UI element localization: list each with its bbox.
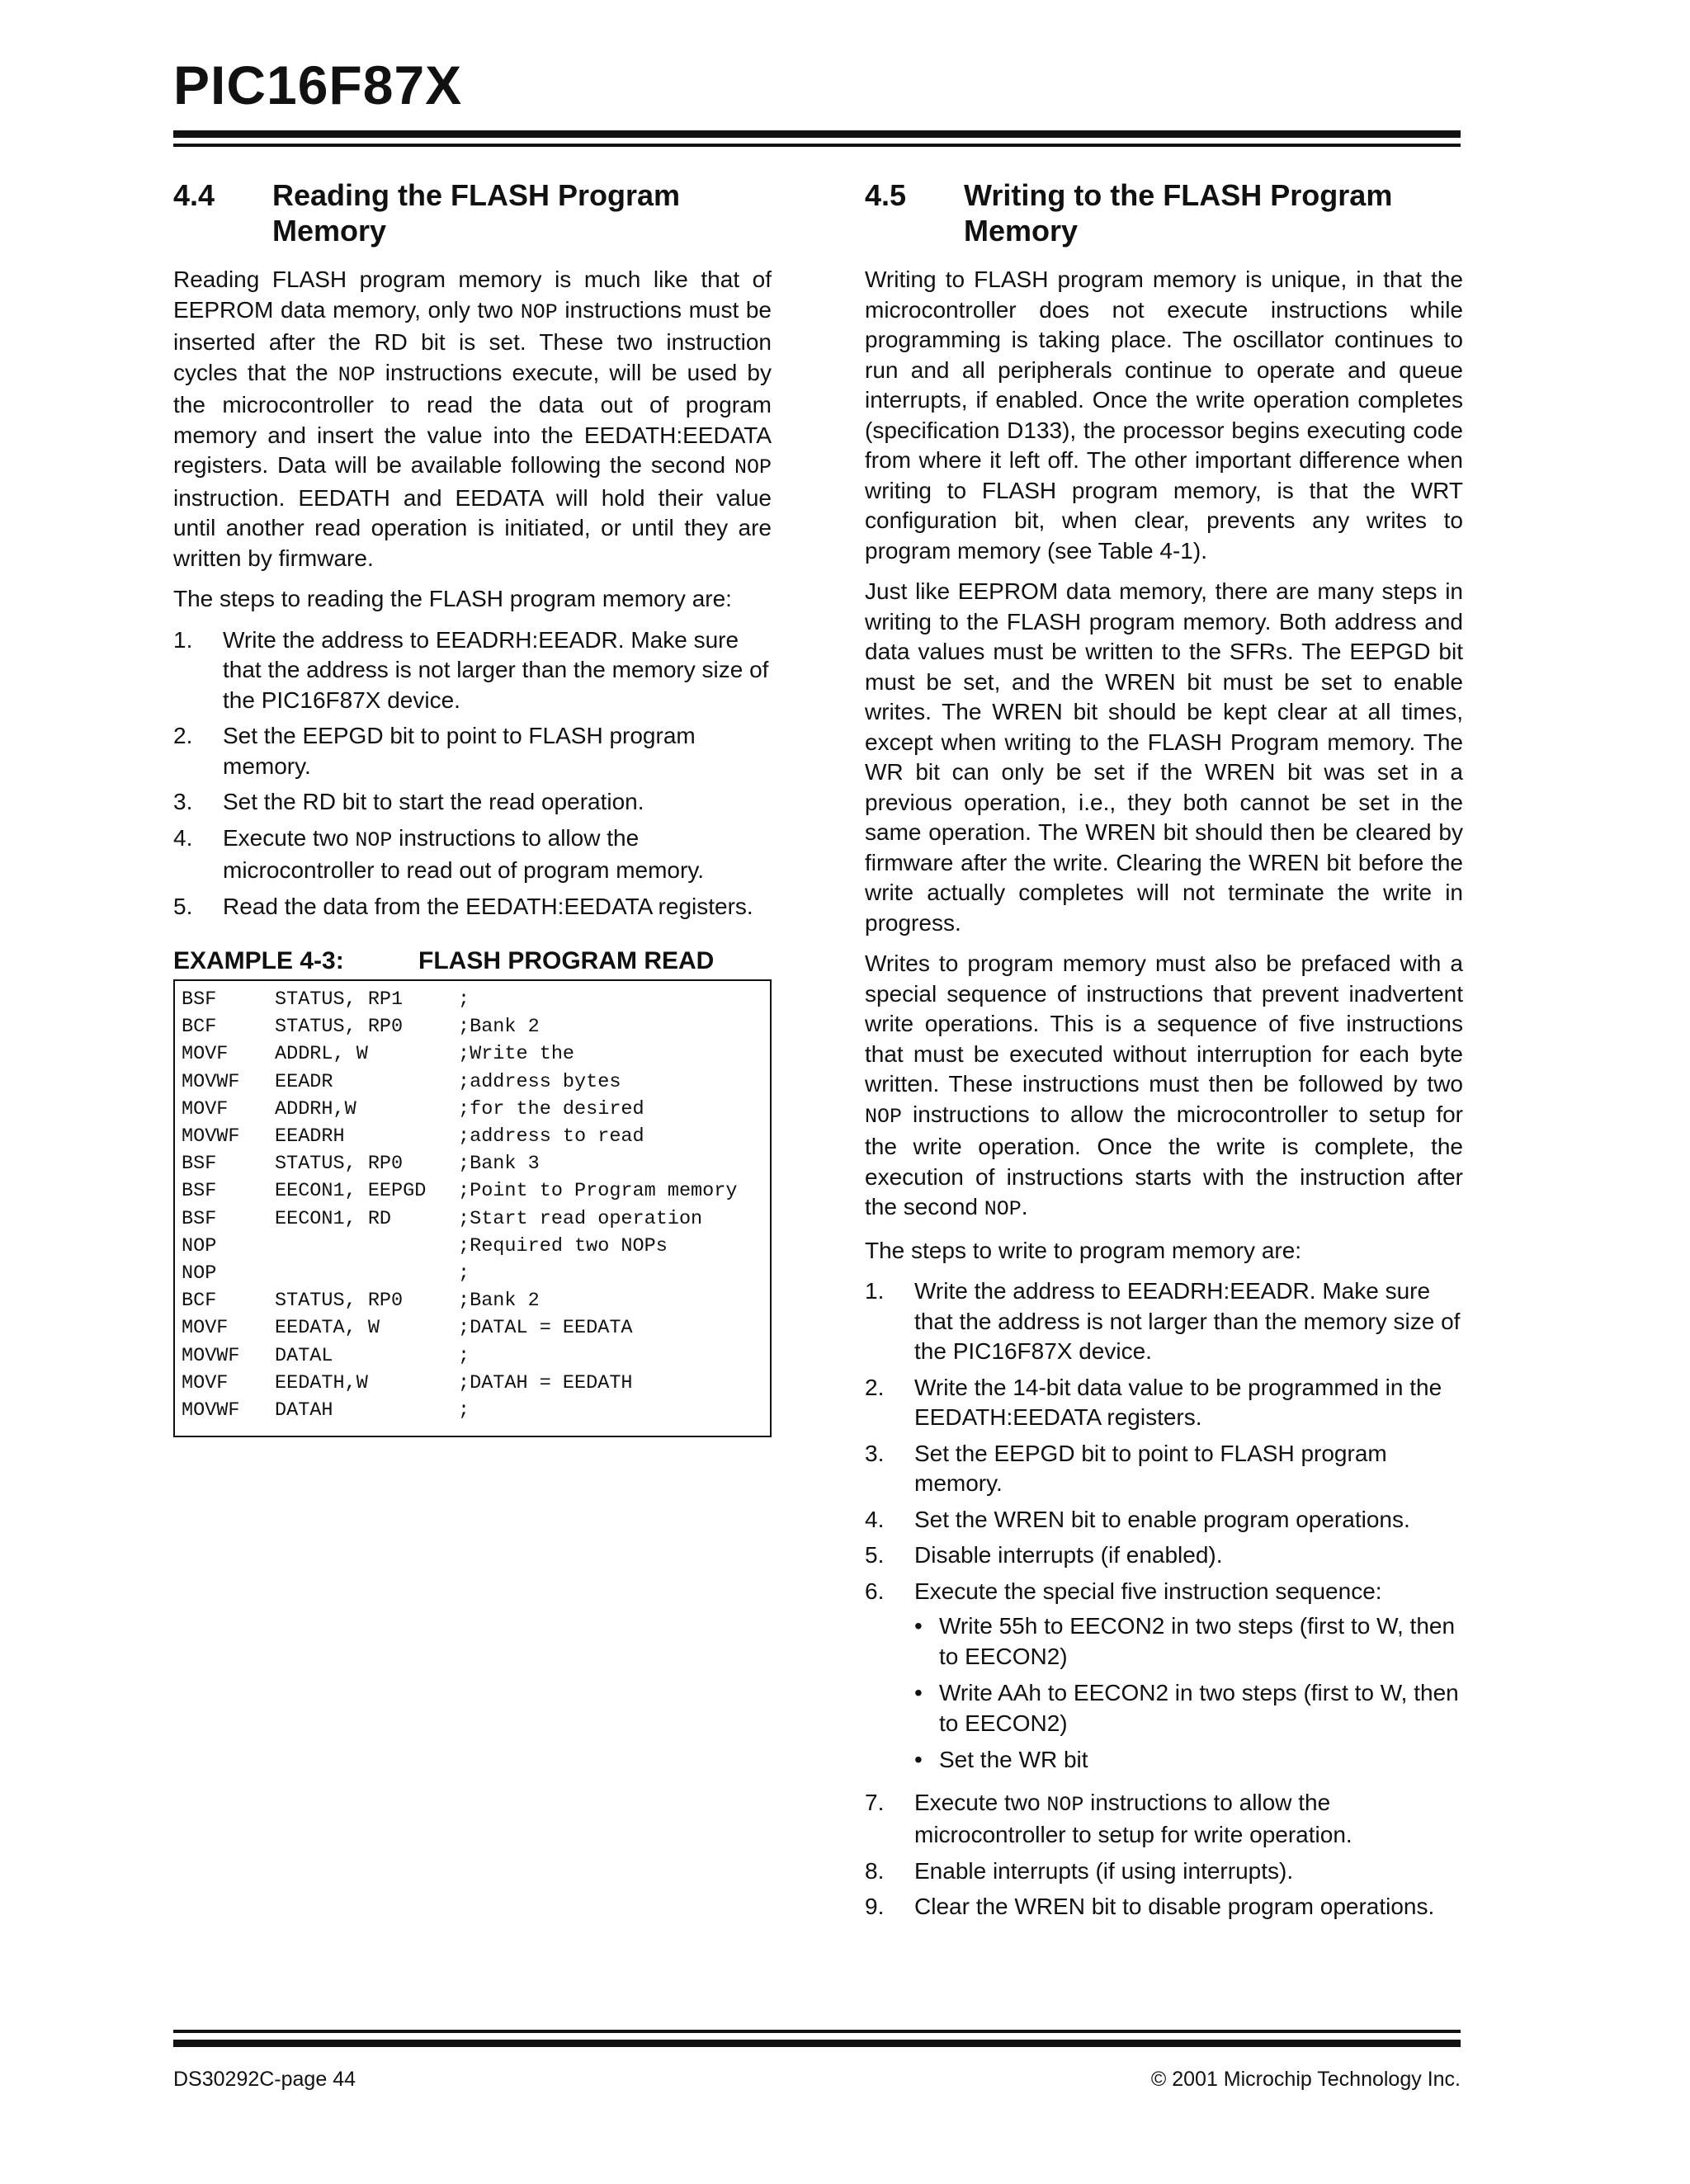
comment: ; <box>458 1399 470 1422</box>
writing-steps-intro: The steps to write to program memory are: <box>865 1237 1302 1263</box>
opcode: MOVWF <box>182 1070 240 1093</box>
bullet-text: Write 55h to EECON2 in two steps (first to W, then to EECON2) <box>939 1613 1456 1669</box>
opcode: MOVF <box>182 1043 229 1066</box>
list-item <box>865 1856 1463 1887</box>
list-item <box>865 1439 1463 1499</box>
operand: STATUS, RP0 <box>275 1290 404 1313</box>
document-title: PIC16F87X <box>173 54 463 116</box>
text-run: Execute two <box>223 824 356 851</box>
code-line <box>175 1096 770 1123</box>
list-item <box>173 721 772 781</box>
step-number: 4. <box>173 824 193 851</box>
comment: ;Bank 2 <box>458 1290 540 1313</box>
text-run: instruction. EEDATH and EEDATA will hold their value until another read operation is initiated, or until they are written by firmware. <box>173 484 772 571</box>
opcode: BSF <box>182 1207 217 1230</box>
opcode: BSF <box>182 1153 217 1176</box>
operand: EEDATH,W <box>275 1371 368 1394</box>
list-item <box>173 892 772 922</box>
comment: ;Write the <box>458 1043 575 1066</box>
opcode: BSF <box>182 1180 217 1203</box>
bullet-item <box>914 1678 1463 1738</box>
right-column <box>865 177 1463 1933</box>
operand: ADDRH,W <box>275 1097 356 1120</box>
header-rule-thick <box>173 130 1461 138</box>
list-item <box>865 1276 1463 1367</box>
code-line <box>175 1233 770 1260</box>
operand <box>275 1260 458 1287</box>
operand: STATUS, RP1 <box>275 988 404 1011</box>
text-run: instructions execute, will be used by the microcontroller to read the data out of program memory and insert the value into the EEDATH:EEDATA registers. Data will be available following the second <box>173 359 772 478</box>
list-item <box>173 625 772 716</box>
step-number: 1. <box>865 1278 885 1304</box>
code-line <box>175 1314 770 1342</box>
code-run: NOP <box>355 828 393 852</box>
text-run: Execute two <box>914 1789 1047 1815</box>
code-line <box>175 1397 770 1424</box>
step-number: 9. <box>865 1894 885 1919</box>
step-text: Set the EEPGD bit to point to FLASH program memory. <box>223 723 696 779</box>
text-run: instructions to allow the microcontroller to setup for the write operation. Once the write is complete, the execution of instructions starts with the instruction after the second <box>865 1101 1463 1219</box>
step-number: 4. <box>865 1506 885 1532</box>
operand: EEADRH <box>275 1125 345 1149</box>
text-run: . <box>1021 1194 1028 1219</box>
step-number: 5. <box>173 893 193 919</box>
step-number: 2. <box>173 723 193 748</box>
text-run: instructions to allow the microcontroller to setup for write operation. <box>914 1789 1352 1847</box>
step-number: 6. <box>865 1578 885 1604</box>
code-run: NOP <box>734 455 772 479</box>
step-text: Set the EEPGD bit to point to FLASH program memory. <box>914 1440 1387 1496</box>
code-line <box>175 986 770 1013</box>
comment: ; <box>458 1344 470 1367</box>
comment: ;Start read operation <box>458 1207 703 1230</box>
step-text <box>914 1788 1463 1851</box>
step-text <box>223 823 772 886</box>
list-item <box>865 1577 1463 1782</box>
section-title: Reading the FLASH Program Memory <box>272 178 681 248</box>
step-text: Write the address to EEADRH:EEADR. Make sure that the address is not larger than the memory size of the PIC16F87X device. <box>223 626 769 713</box>
code-line <box>175 1040 770 1068</box>
writing-steps-list <box>865 1276 1463 1922</box>
bullet-item <box>914 1611 1463 1672</box>
comment: ;Bank 2 <box>458 1016 540 1039</box>
step-text <box>914 1577 1463 1782</box>
comment: ;address to read <box>458 1125 644 1149</box>
opcode: BCF <box>182 1016 217 1039</box>
step-text: Write the address to EEADRH:EEADR. Make sure that the address is not larger than the memory size of the PIC16F87X device. <box>914 1278 1461 1364</box>
operand <box>275 1233 458 1260</box>
section-heading-4-4 <box>173 177 772 248</box>
operand: EEADR <box>275 1070 333 1093</box>
operand: EECON1, EEPGD <box>275 1180 427 1203</box>
comment: ;Required two NOPs <box>458 1234 668 1257</box>
step-number: 5. <box>865 1542 885 1568</box>
example-heading <box>173 946 772 976</box>
copyright-notice: © 2001 Microchip Technology Inc. <box>1150 2068 1461 2091</box>
step-text: Set the WREN bit to enable program operations. <box>914 1506 1410 1532</box>
comment: ;for the desired <box>458 1097 644 1120</box>
section-number: 4.4 <box>173 178 215 212</box>
reading-steps-intro: The steps to reading the FLASH program memory are: <box>173 586 732 611</box>
list-item <box>865 1373 1463 1433</box>
opcode: MOVWF <box>182 1399 240 1422</box>
operand: DATAH <box>275 1399 333 1422</box>
list-item <box>865 1505 1463 1535</box>
comment: ;DATAL = EEDATA <box>458 1317 633 1340</box>
step-text: Enable interrupts (if using interrupts). <box>914 1857 1294 1884</box>
opcode: MOVWF <box>182 1125 240 1149</box>
bullet-marker: • <box>914 1680 923 1705</box>
list-item <box>865 1788 1463 1851</box>
page-number: DS30292C-page 44 <box>173 2068 356 2091</box>
comment: ;Bank 3 <box>458 1153 540 1176</box>
list-item <box>865 1892 1463 1922</box>
header-rule-thin <box>173 144 1461 147</box>
code-line <box>175 1370 770 1397</box>
operand: STATUS, RP0 <box>275 1016 404 1039</box>
operand: EECON1, RD <box>275 1207 392 1230</box>
example-title: FLASH PROGRAM READ <box>418 947 715 974</box>
code-run: NOP <box>865 1104 903 1129</box>
operand: EEDATA, W <box>275 1317 380 1340</box>
reading-steps-list <box>173 625 772 922</box>
code-line <box>175 1287 770 1314</box>
opcode: BCF <box>182 1290 217 1313</box>
code-line <box>175 1260 770 1287</box>
text-run: Writes to program memory must also be prefaced with a special sequence of instructions that prevent inadvertent write operations. This is a sequence of five instructions that must be executed without interruption for each byte written. These instructions must then be followed by two <box>865 950 1463 1097</box>
operand: ADDRL, W <box>275 1043 368 1066</box>
code-line <box>175 1013 770 1040</box>
opcode: MOVF <box>182 1317 229 1340</box>
comment: ; <box>458 988 470 1011</box>
comment: ; <box>458 1262 470 1285</box>
list-item <box>173 823 772 886</box>
step-number: 3. <box>865 1440 885 1466</box>
step-number: 1. <box>173 626 193 653</box>
text-run: Reading FLASH program memory is much like that of EEPROM data memory, only two <box>173 267 772 323</box>
writing-paragraph-1: Writing to FLASH program memory is unique, in that the microcontroller does not execute instructions while programming is taking place. The oscillator continues to run and all peripherals continue to operate and queue interrupts, if enabled. Once the write operation completes (specification D133), the processor begins executing code from where it left off. The other important difference when writing to FLASH program memory, is that the WRT configuration bit, when clear, prevents any writes to program memory (see Table 4-1). <box>865 267 1463 564</box>
bullet-text: Set the WR bit <box>939 1747 1088 1772</box>
code-line <box>175 1177 770 1205</box>
code-run: NOP <box>1046 1792 1084 1817</box>
step-number: 3. <box>173 789 193 814</box>
reading-intro-paragraph <box>173 265 772 573</box>
opcode: NOP <box>182 1262 217 1285</box>
step-text: Clear the WREN bit to disable program operations. <box>914 1894 1435 1919</box>
step-number: 7. <box>865 1789 885 1815</box>
opcode: MOVF <box>182 1371 229 1394</box>
code-run: NOP <box>338 362 375 387</box>
text-run: instructions must be inserted after the RD bit is set. These two instruction cycles that the <box>173 296 772 385</box>
left-column <box>173 177 772 1437</box>
section-number: 4.5 <box>865 178 907 212</box>
list-item <box>865 1540 1463 1571</box>
text-run: instructions to allow the microcontroller to read out of program memory. <box>223 824 705 883</box>
operand: DATAL <box>275 1344 333 1367</box>
code-line <box>175 1342 770 1370</box>
step-text: Set the RD bit to start the read operation. <box>223 789 644 814</box>
opcode: NOP <box>182 1234 217 1257</box>
opcode: MOVF <box>182 1097 229 1120</box>
bullet-marker: • <box>914 1747 923 1772</box>
code-line <box>175 1123 770 1150</box>
step-number: 8. <box>865 1857 885 1884</box>
code-run: NOP <box>984 1197 1022 1221</box>
opcode: BSF <box>182 988 217 1011</box>
bullet-marker: • <box>914 1613 923 1639</box>
step-text: Disable interrupts (if enabled). <box>914 1542 1223 1568</box>
footer-rule-thin <box>173 2030 1461 2033</box>
bullet-item <box>914 1745 1463 1776</box>
section-heading-4-5 <box>865 177 1463 248</box>
code-line <box>175 1068 770 1096</box>
writing-paragraph-2: Just like EEPROM data memory, there are many steps in writing to the FLASH program memory. Both address and data values must be written to the SFRs. The EEPGD bit must be set, and the WREN bit must be set to enable writes. The WREN bit should be kept clear at all times, except when writing to the FLASH Program memory. The WR bit can only be set if the WREN bit was set in a previous operation, i.e., they both cannot be set in the same operation. The WREN bit should then be cleared by firmware after the write. Clearing the WREN bit before the write actually completes will not terminate the write in progress. <box>865 578 1463 936</box>
step-text: Read the data from the EEDATH:EEDATA registers. <box>223 893 753 919</box>
step-text: Write the 14-bit data value to be programmed in the EEDATH:EEDATA registers. <box>914 1374 1442 1430</box>
code-listing <box>173 979 772 1437</box>
footer-rule-thick <box>173 2040 1461 2047</box>
list-item <box>173 787 772 818</box>
opcode: MOVWF <box>182 1344 240 1367</box>
step-text-run: Execute the special five instruction sequence: <box>914 1578 1382 1604</box>
section-title: Writing to the FLASH Program Memory <box>964 178 1393 248</box>
comment: ;DATAH = EEDATH <box>458 1371 633 1394</box>
comment: ;Point to Program memory <box>458 1180 738 1203</box>
code-line <box>175 1205 770 1233</box>
code-line <box>175 1150 770 1177</box>
step-number: 2. <box>865 1374 885 1400</box>
operand: STATUS, RP0 <box>275 1153 404 1176</box>
comment: ;address bytes <box>458 1070 621 1093</box>
code-run: NOP <box>520 300 558 324</box>
example-label: EXAMPLE 4-3: <box>173 947 344 974</box>
writing-paragraph-3 <box>865 949 1463 1225</box>
bullet-text: Write AAh to EECON2 in two steps (first to W, then to EECON2) <box>939 1680 1459 1736</box>
sequence-bullets <box>914 1611 1463 1776</box>
